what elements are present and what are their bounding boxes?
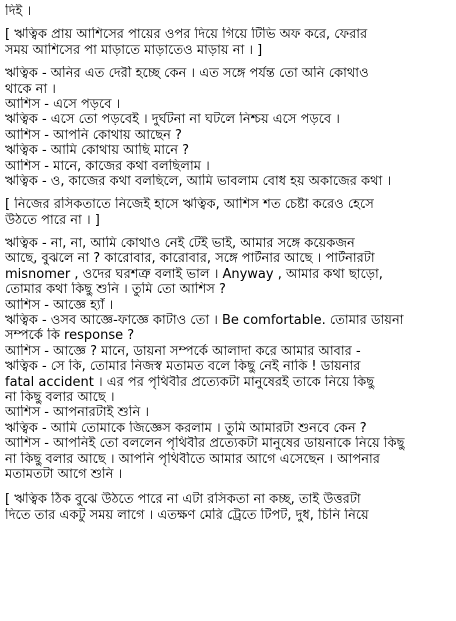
dialogue-line: দিই ।	[5, 4, 32, 19]
dialogue-line: তোমার কথা কিছু শুনি । তুমি তো আশিস ?	[5, 282, 226, 298]
dialogue-line: ঋত্বিক - সে কি, তোমার নিজস্ব মতামত বলে কিছু নেই নাকি ! ডায়নার	[5, 359, 361, 375]
dialogue-line: আশিস - আপনারটাই শুনি ।	[5, 405, 149, 421]
dialogue-line: ঋত্বিক - আমি কোথায় আছি মানে ?	[5, 143, 190, 159]
dialogue-line: থাকে না ।	[5, 81, 56, 97]
dialogue-line: আশিস - মানে, কাজের কথা বলছিলাম ।	[5, 158, 210, 174]
stage-direction	[5, 492, 451, 523]
stage-direction-line: সময় আশিসের পা মাড়াতে মাড়াতেও মাড়ায় না । ]	[5, 42, 263, 58]
dialogue-line: আছে, বুঝলে না ? কারোবার, কারোবার, সঙ্গে পার্টনার আছে । পার্টনারটা	[5, 251, 375, 267]
dialogue-line: আশিস - এসে পড়বে ।	[5, 96, 121, 112]
dialogue-line: ঋত্বিক - ওসব আজ্ঞে-ফাজ্ঞে কাটাও তো । Be comfortable. তোমার ডায়না	[5, 313, 404, 329]
dialogue-line: আশিস - আজ্ঞে হ্যাঁ ।	[5, 297, 114, 313]
dialogue-line: fatal accident । এর পর পৃথিবীর প্রত্যেকটা মানুষেরই তাকে নিয়ে কিছু	[5, 374, 375, 390]
stage-direction-line: [ ঋত্বিক প্রায় আশিসের পায়ের ওপর দিয়ে গিয়ে টিভি অফ করে, ফেরার	[5, 27, 368, 43]
stage-direction	[5, 27, 451, 58]
dialogue-line: না কিছু বলার আছে ।	[5, 389, 115, 405]
script-page	[5, 4, 451, 523]
dialogue-line: সম্পর্কে কি response ?	[5, 328, 135, 344]
dialogue-line: ঋত্বিক - অনির এত দেরী হচ্ছে কেন । এত সঙ্গে পর্যন্ত তো অনি কোথাও	[5, 66, 369, 82]
dialogue-line: আশিস - আজ্ঞে ? মানে, ডায়না সম্পর্কে আলাদা করে আমার আবার -	[5, 343, 361, 359]
dialogue-line: misnomer , ওদের ঘরশত্রু বলাই ভাল । Anyway , আমার কথা ছাড়ো,	[5, 266, 383, 282]
dialogue-block	[5, 236, 451, 482]
stage-direction	[5, 197, 451, 228]
stage-direction-line: [ নিজের রসিকতাতে নিজেই হাসে ঋত্বিক, আশিস শত চেষ্টা করেও হেসে	[5, 197, 374, 213]
dialogue-line: আশিস - আপনি কোথায় আছেন ?	[5, 127, 182, 143]
stage-direction-line: [ ঋত্বিক ঠিক বুঝে উঠতে পারে না এটা রসিকতা না কচ্ছ, তাই উত্তরটা	[5, 492, 361, 508]
stage-direction-line: দিতে তার একটু সময় লাগে । এতক্ষণ মেরি ট্রেতে টিপট, দুধ, চিনি নিয়ে	[5, 507, 369, 523]
dialogue-line: ঋত্বিক - আমি তোমাকে জিজ্ঞেস করলাম । তুমি আমারটা শুনবে কেন ?	[5, 420, 367, 436]
dialogue-block	[5, 66, 451, 189]
dialogue-line: ঋত্বিক - এসে তো পড়বেই । দুর্ঘটনা না ঘটলে নিশ্চয় এসে পড়বে ।	[5, 112, 340, 128]
dialogue-line: মতামতটা আগে শুনি ।	[5, 466, 123, 482]
dialogue-line: না কিছু বলার আছে । আপনি পৃথিবীতে আমার আগে এসেছেন । আপনার	[5, 451, 380, 467]
stage-direction-line: উঠতে পারে না । ]	[5, 212, 100, 228]
dialogue-line: আশিস - আপনিই তো বললেন পৃথিবীর প্রত্যেকটা মানুষের ডায়নাকে নিয়ে কিছু	[5, 436, 405, 452]
dialogue-line: ঋত্বিক - না, না, আমি কোথাও নেই টেই ভাই, আমার সঙ্গে কয়েকজন	[5, 236, 355, 252]
dialogue-line: ঋত্বিক - ও, কাজের কথা বলছিলে, আমি ভাবলাম বোধ হয় অকাজের কথা ।	[5, 173, 392, 189]
